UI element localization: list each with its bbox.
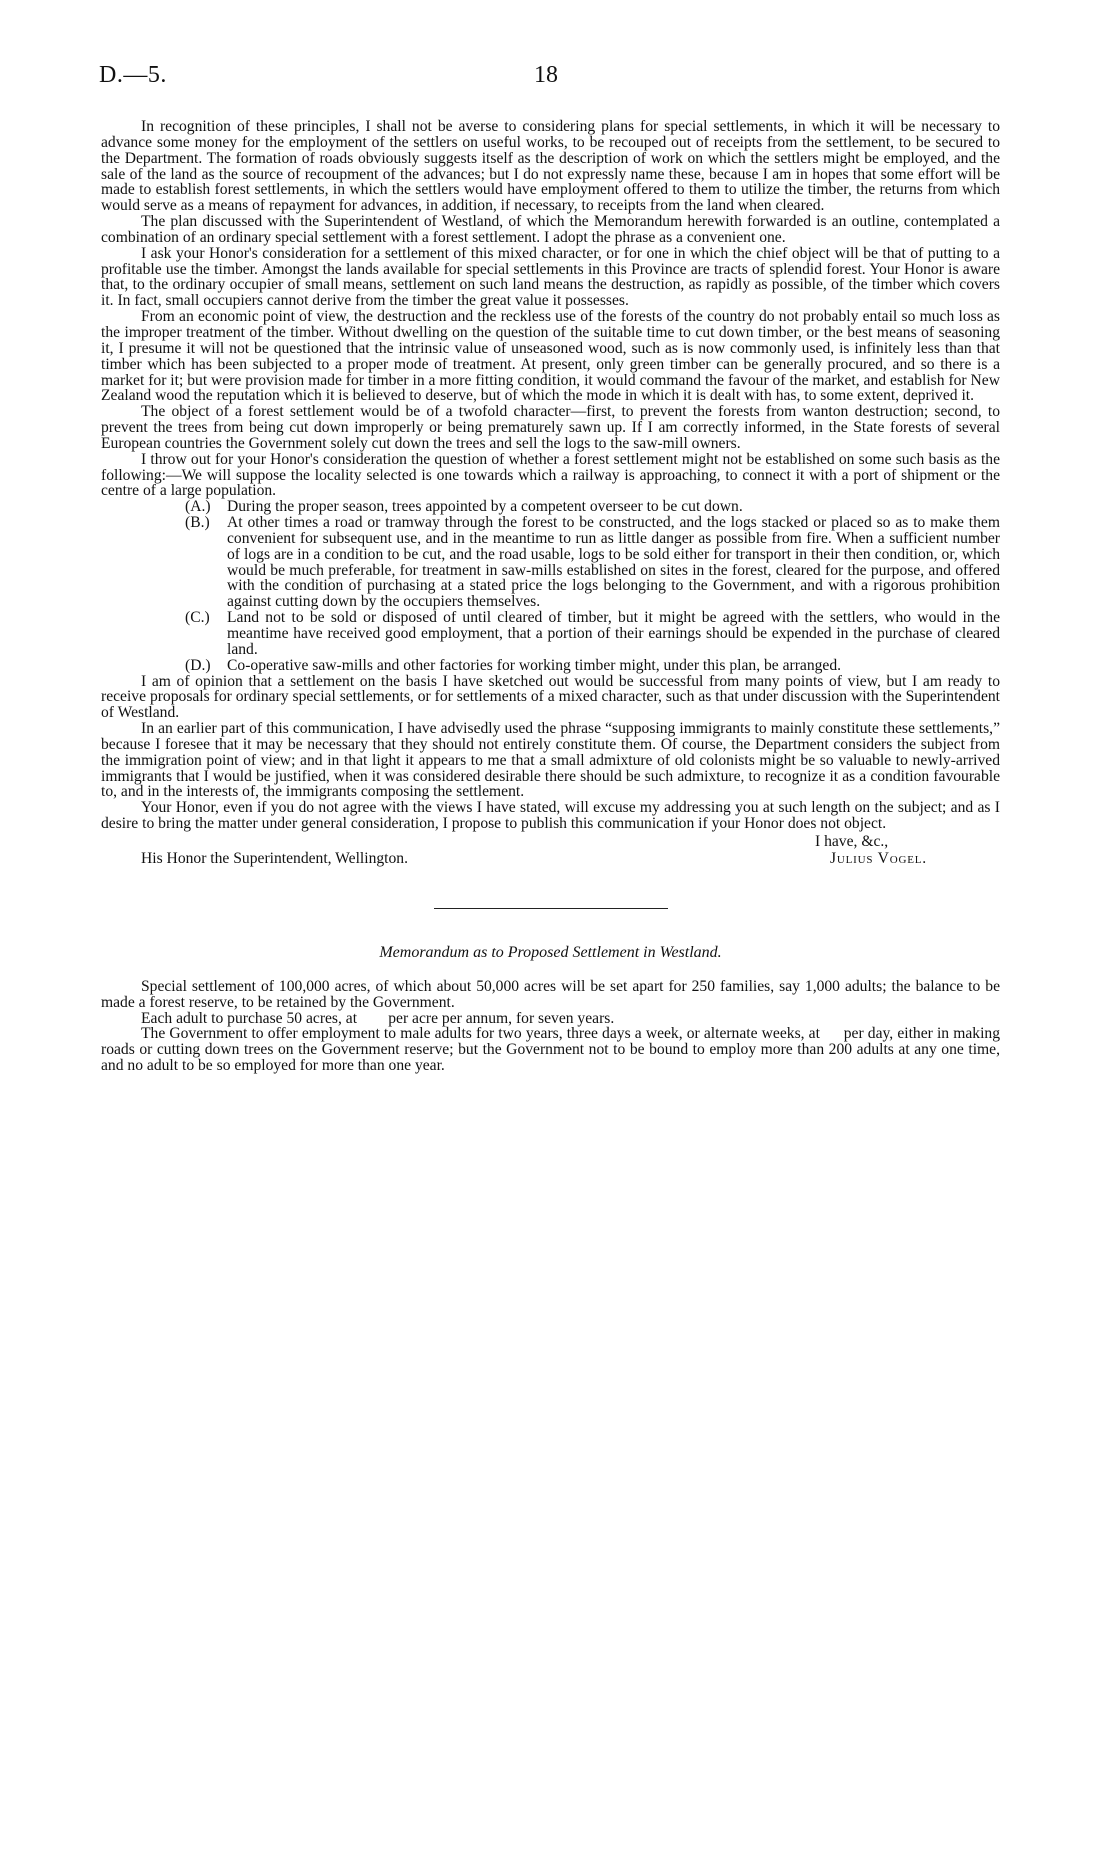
list-item bbox=[101, 499, 1000, 515]
list-item bbox=[101, 658, 1000, 674]
page-header bbox=[0, 62, 1114, 102]
list-item-text: Co-operative saw-mills and other factories for working timber might, under this plan, be arranged. bbox=[227, 656, 842, 674]
list-item-text: During the proper season, trees appointed by a competent overseer to be cut down. bbox=[227, 498, 743, 516]
list-item bbox=[101, 515, 1000, 610]
closing-salutation: I have, &c., bbox=[815, 832, 889, 850]
paragraph: From an economic point of view, the destruction and the reckless use of the forests of the country do not probably entail so much loss as the improper treatment of the timber. Without dwelling on the question of the suitable time to cut down timber, or the best means of seasoning it, I presume it will not be questioned that the intrinsic value of unseasoned wood, such as is now commonly used, is infinitely less than that timber which has been subjected to a proper mode of treatment. At present, only green timber can be generally procured, and so there is a market for it; but were provision made for timber in a more fitting condition, it would command the favour of the market, and establish for New Zealand wood the reputation which it is believed to deserve, but of which the mode in which it is dealt with has, to some extent, deprived it. bbox=[101, 308, 1000, 405]
list-item-text: At other times a road or tramway through the forest to be constructed, and the logs stacked or placed so as to make them convenient for subsequent use, and in the meantime to run as little danger as possible from fire. When a sufficient number of logs are in a condition to be cut, and the road usable, logs to be sold either for transport in their then condition, or, which would be much preferable, for treatment in saw-mills established on sites in the forest, cleared for the purpose, and offered with the condition of purchasing at a stated price the logs belonging to the Government, and with a rigorous prohibition against cutting down by the occupiers themselves. bbox=[227, 514, 1000, 611]
list-item-label: (D.) bbox=[185, 656, 211, 674]
page-number: 18 bbox=[534, 62, 558, 88]
list-item-label: (C.) bbox=[185, 609, 210, 627]
paragraph: The object of a forest settlement would be of a twofold character—first, to prevent the forests from wanton destruction; second, to prevent the trees from being cut down improperly or being prematurely sawn up. If I am correctly informed, in the State forests of several European countries the Government solely cut down the trees and sell the logs to the saw-mill owners. bbox=[101, 403, 1000, 452]
memo-paragraph: Special settlement of 100,000 acres, of which about 50,000 acres will be set apart for 250 families, say 1,000 adults; the balance to be made a forest reserve, to be retained by the Government. bbox=[101, 977, 1000, 1011]
list-item bbox=[101, 610, 1000, 658]
list-item-label: (A.) bbox=[185, 498, 211, 516]
memorandum-title: Memorandum as to Proposed Settlement in Westland. bbox=[379, 943, 722, 961]
memo-paragraph: Each adult to purchase 50 acres, at per acre per annum, for seven years. bbox=[141, 1009, 615, 1027]
list-item-text: Land not to be sold or disposed of until cleared of timber, but it might be agreed with the settlers, who would in the meantime have received good employment, that a portion of their earnings should be expended in the purchase of cleared land. bbox=[227, 609, 1000, 658]
memo-paragraph: The Government to offer employment to male adults for two years, three days a week, or alternate weeks, at per day, either in making roads or cutting down trees on the Government reserve; but the Government not to be bound to employ more than 200 adults at any one time, and no adult to be so employed for more than one year. bbox=[101, 1025, 1000, 1075]
addressee: His Honor the Superintendent, Wellington. bbox=[141, 849, 408, 867]
paragraph: I throw out for your Honor's consideration the question of whether a forest settlement might not be established on some such basis as the following:—We will suppose the locality selected is one towards which a railway is approaching, to connect it with a port of shipment or the centre of a large population. bbox=[101, 450, 1000, 500]
signature: Julius Vogel. bbox=[830, 849, 927, 867]
paragraph: In recognition of these principles, I shall not be averse to considering plans for special settlements, in which it will be necessary to advance some money for the employment of the settlers on useful works, to be recouped out of receipts from the settlement, to be secured to the Department. The formation of roads obviously suggests itself as the description of work on which the settlers might be employed, and the sale of the land as the source of recoupment of the advances; but I do not expressly name these, because I am in hopes that some effort will be made to establish forest settlements, in which the settlers would have employment offered to them to utilize the timber, the returns from which would serve as a means of repayment for advances, in addition, if necessary, to receipts from the land when cleared. bbox=[101, 118, 1000, 215]
paragraph: I am of opinion that a settlement on the basis I have sketched out would be successful from many points of view, but I am ready to receive proposals for ordinary special settlements, or for settlements of a mixed character, such as that under discussion with the Superintendent of Westland. bbox=[101, 672, 1000, 722]
proposal-list bbox=[101, 499, 1000, 673]
list-item-label: (B.) bbox=[185, 514, 210, 532]
paragraph: I ask your Honor's consideration for a settlement of this mixed character, or for one in which the chief object will be that of putting to a profitable use the timber. Amongst the lands available for special settlements in this Province are tracts of splendid forest. Your Honor is aware that, to the ordinary occupier of small means, settlement on such land means the destruction, as rapidly as possible, of the timber which covers it. In fact, small occupiers cannot derive from the timber the great value it possesses. bbox=[101, 244, 1000, 310]
letter-signoff bbox=[101, 834, 1000, 868]
document-code: D.—5. bbox=[99, 62, 167, 88]
paragraph: In an earlier part of this communication, I have advisedly used the phrase “supposing immigrants to mainly constitute these settlements,” because I foresee that it may be necessary that they should not entirely constitute them. Of course, the Department considers the subject from the immigration point of view; and in that light it appears to me that a small admixture of old colonists might be so valuable to newly-arrived immigrants that I would be justified, when it was considered desirable there should be such admixture, to recognize it as a condition favourable to, and in the interests of, the immigrants composing the settlement. bbox=[101, 720, 1000, 801]
section-divider bbox=[434, 908, 668, 909]
letter-body bbox=[101, 119, 1000, 1074]
paragraph: The plan discussed with the Superintendent of Westland, of which the Memorandum herewith forwarded is an outline, contemplated a combination of an ordinary special settlement with a forest settlement. I adopt the phrase as a convenient one. bbox=[101, 213, 1000, 246]
memorandum bbox=[101, 945, 1000, 1074]
paragraph: Your Honor, even if you do not agree with the views I have stated, will excuse my addressing you at such length on the subject; and as I desire to bring the matter under general consideration, I propose to publish this communication if your Honor does not object. bbox=[101, 799, 1000, 833]
